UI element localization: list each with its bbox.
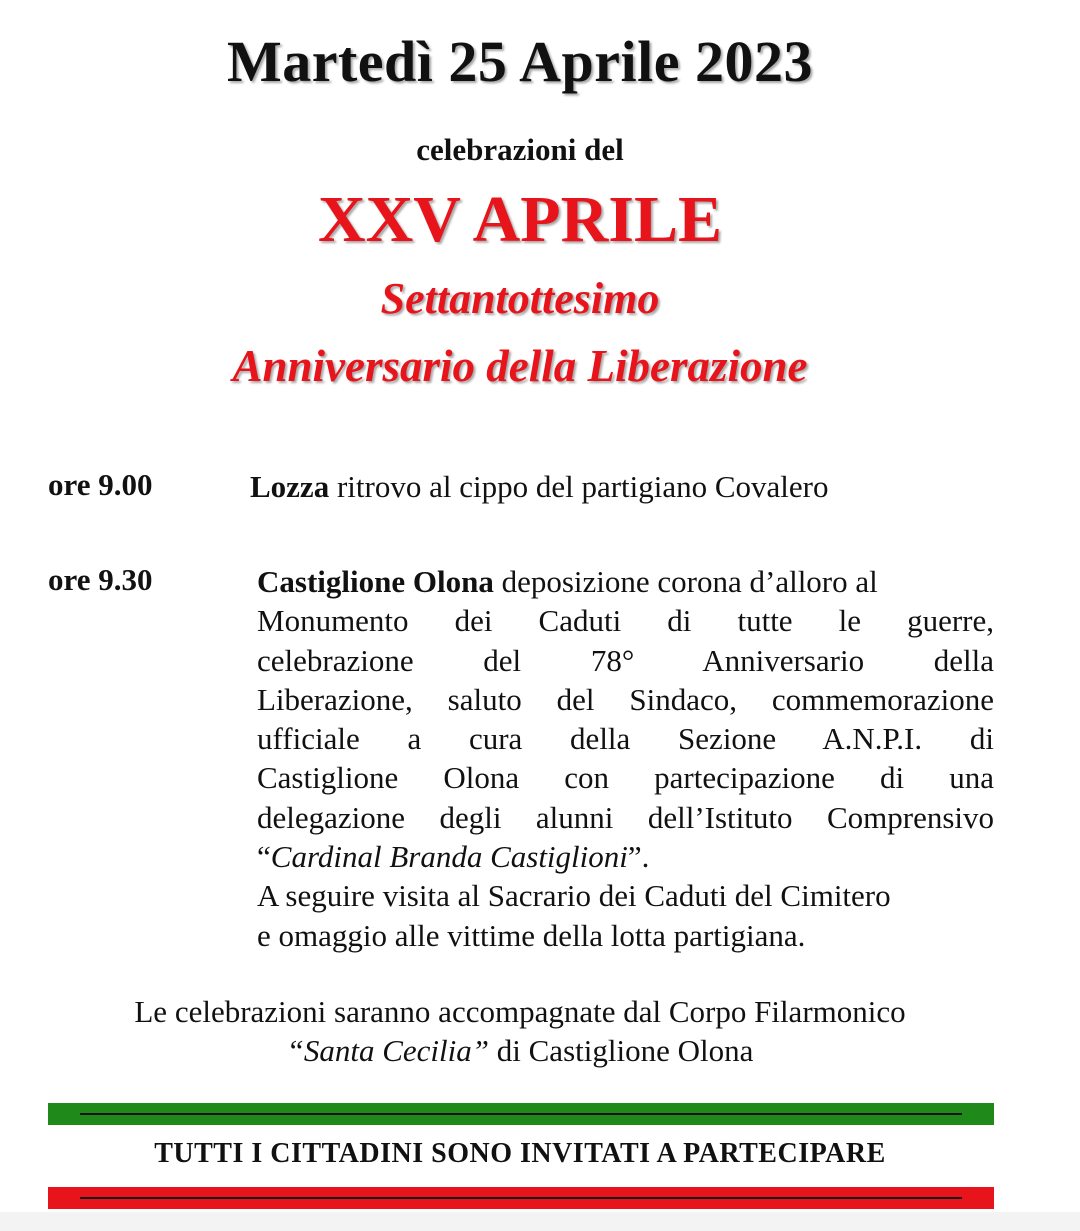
event-place-1: Lozza — [250, 469, 330, 504]
event-2-line: delegazione degli alunni dell’Istituto Comprensivo — [257, 799, 994, 835]
event-description-2 — [257, 562, 994, 955]
subtitle: celebrazioni del — [416, 132, 624, 167]
red-flag-band — [48, 1187, 994, 1209]
green-flag-band — [48, 1103, 994, 1125]
quote-close: ”. — [627, 839, 650, 875]
closing-line-2 — [40, 1031, 1000, 1070]
bottom-edge — [0, 1212, 1080, 1231]
invitation-text: TUTTI I CITTADINI SONO INVITATI A PARTECIPARE — [154, 1138, 886, 1169]
event-2-line: ufficiale a cura della Sezione A.N.P.I. di — [257, 721, 994, 757]
band-name: “Santa Cecilia” — [286, 1033, 490, 1068]
anniversary-title: Anniversario della Liberazione — [232, 341, 808, 391]
anniversary-ordinal: Settantottesimo — [380, 274, 660, 323]
main-title: XXV APRILE — [317, 183, 723, 256]
closing-line-1: Le celebrazioni saranno accompagnate dal Corpo Filarmonico — [134, 994, 906, 1029]
event-2-line: Castiglione Olona con partecipazione di una — [257, 760, 994, 796]
school-name: Cardinal Branda Castiglioni — [270, 839, 628, 875]
event-time-2: ore 9.30 — [48, 562, 153, 597]
school-name-line — [257, 837, 994, 876]
band-rule — [80, 1113, 962, 1115]
event-detail-1: ritrovo al cippo del partigiano Covalero — [329, 469, 829, 504]
event-2-first-line — [257, 562, 994, 601]
event-2-line: celebrazione del 78° Anniversario della — [257, 642, 994, 678]
event-2-line: Liberazione, saluto del Sindaco, commemorazione — [257, 681, 994, 717]
event-date: Martedì 25 Aprile 2023 — [226, 29, 814, 94]
quote-open: “ — [257, 839, 271, 875]
event-description-1 — [250, 467, 1010, 506]
band-location: di Castiglione Olona — [489, 1033, 754, 1068]
event-2-detail-start: deposizione corona d’alloro al — [493, 564, 878, 599]
event-2-line: Monumento dei Caduti di tutte le guerre, — [257, 603, 994, 639]
event-2-after-line: A seguire visita al Sacrario dei Caduti del Cimitero — [257, 878, 891, 914]
event-place-2: Castiglione Olona — [257, 564, 494, 599]
event-time-1: ore 9.00 — [48, 467, 153, 502]
band-rule — [80, 1197, 962, 1199]
event-2-after-line: e omaggio alle vittime della lotta partigiana. — [257, 917, 806, 953]
closing-note — [40, 992, 1000, 1070]
